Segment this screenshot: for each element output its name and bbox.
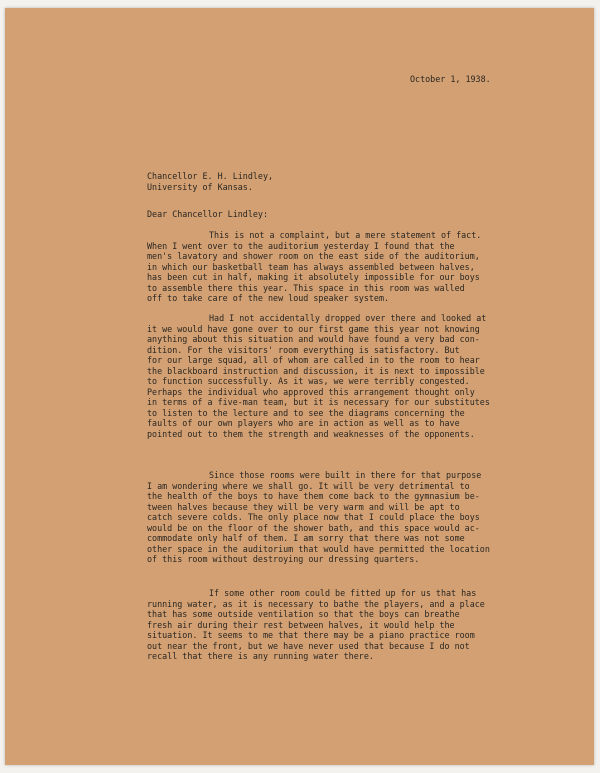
text-line: faults of our own players who are in action as well as to have — [147, 418, 460, 428]
recipient-line: University of Kansas. — [147, 181, 253, 192]
text-line: If some other room could be fitted up for us that has — [209, 588, 477, 598]
text-line: Perhaps the individual who approved this arrangement thought only — [147, 386, 475, 397]
text-line: the blackboard instruction and discussion, it is next to impossible — [147, 365, 485, 376]
text-line: in which our basketball team has always assembled between halves, — [147, 261, 475, 272]
text-line: Since those rooms were built in there for that purpose — [209, 470, 482, 480]
text-line: running water, as it is necessary to bathe the players, and a place — [147, 598, 485, 609]
text-line: Had I not accidentally dropped over there and looked at — [209, 313, 487, 323]
text-line: to listen to the lecture and to see the diagrams concerning the — [147, 407, 465, 418]
salutation: Dear Chancellor Lindley: — [147, 209, 269, 219]
letter-sheet — [5, 8, 594, 765]
text-line: out near the front, but we have never used that because I do not — [147, 640, 470, 651]
text-line: commodate only half of them. I am sorry that there was not some — [147, 533, 465, 543]
text-line: would be on the floor of the shower bath, and this space would ac- — [147, 522, 480, 533]
paragraph-4 — [147, 588, 485, 662]
text-line: off to take care of the new loud speaker system. — [147, 293, 390, 303]
text-line: it we would have gone over to our first game this year not knowing — [147, 323, 480, 334]
text-line: has been cut in half, making it absolutely impossible for our boys — [147, 272, 480, 282]
text-line: anything about this situation and would have found a very bad con- — [147, 334, 480, 344]
letter-body — [5, 8, 594, 765]
text-line: men's lavatory and shower room on the east side of the auditorium, — [147, 251, 480, 261]
text-line: the health of the boys to have them come back to the gymnasium be- — [147, 491, 480, 501]
text-line: to assemble there this year. This space in this room was walled — [147, 282, 465, 293]
text-line: dition. For the visitors' room everything is satisfactory. But — [147, 344, 460, 355]
paragraph-1 — [147, 230, 481, 304]
text-line: to function successfully. As it was, we were terribly congested. — [147, 376, 470, 386]
paragraph-2 — [147, 313, 490, 439]
text-line: for our large squad, all of whom are called in to the room to hear — [147, 355, 480, 365]
text-line: fresh air during their rest between halves, it would help the — [147, 619, 455, 630]
text-line: catch severe colds. The only place now that I could place the boys — [147, 512, 480, 522]
letter-date: October 1, 1938. — [410, 74, 491, 84]
text-line: that has some outside ventilation so that the boys can breathe — [147, 609, 460, 619]
text-line: in terms of a five-man team, but it is necessary for our substitutes — [147, 397, 490, 407]
text-line: I am wondering where we shall go. It will be very detrimental to — [147, 480, 470, 491]
text-line: of this room without destroying our dressing quarters. — [147, 554, 420, 564]
text-line: When I went over to the auditorium yesterday I found that the — [147, 240, 455, 251]
text-line: recall that there is any running water there. — [147, 651, 374, 661]
text-line: tween halves because they will be very warm and will be apt to — [147, 501, 460, 512]
text-line: situation. It seems to me that there may be a piano practice room — [147, 630, 475, 640]
text-line: pointed out to them the strength and weaknesses of the opponents. — [147, 428, 475, 439]
text-line: other space in the auditorium that would have permitted the location — [147, 543, 490, 554]
text-line: This is not a complaint, but a mere statement of fact. — [209, 230, 482, 240]
recipient-line: Chancellor E. H. Lindley, — [147, 171, 274, 181]
recipient-address — [147, 171, 273, 192]
paragraph-3 — [147, 470, 490, 565]
